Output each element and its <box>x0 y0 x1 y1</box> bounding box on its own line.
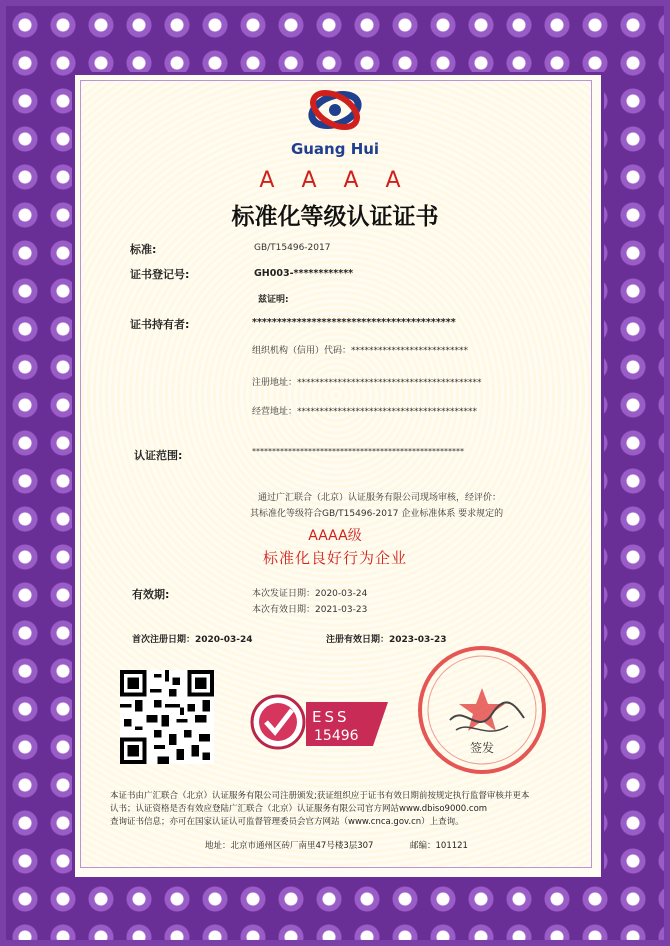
reg-address: 注册地址：***************************************** <box>252 378 482 388</box>
standard-value: GB/T15496-2017 <box>254 243 331 253</box>
reg-number-label: 证书登记号: <box>130 268 190 281</box>
scope-label: 认证范围: <box>134 449 183 462</box>
ess-label: ESS <box>312 708 350 726</box>
footer-line-3: 查询证书信息；亦可在国家认证认可监督管理委员会官方网站（www.cnca.gov.cn）上查询。 <box>110 817 464 827</box>
standard-label: 标准: <box>130 243 157 256</box>
footer-line-1: 本证书由广汇联合（北京）认证服务有限公司注册颁发;获证组织应于证书有效日期前按规定执行监督审核并更本 <box>110 791 530 801</box>
result-title: 标准化良好行为企业 <box>262 549 407 567</box>
expire-date: 本次有效日期：2021-03-23 <box>252 605 368 615</box>
qr-code-icon <box>120 670 214 764</box>
reg-valid-date: 注册有效日期：2023-03-23 <box>326 635 447 645</box>
brand-name: Guang Hui <box>290 140 380 158</box>
validity-label: 有效期: <box>132 588 170 601</box>
certification-seal-icon <box>412 640 552 780</box>
grade-mark: A A A A <box>259 168 411 193</box>
result-grade: AAAA级 <box>308 528 362 544</box>
issue-date: 本次发证日期：2020-03-24 <box>252 589 368 599</box>
footer-postcode: 邮编：101121 <box>410 841 468 851</box>
reg-number-value: GH003-************ <box>254 268 354 279</box>
ess-check-badge-icon <box>248 690 398 754</box>
guanghui-logo-icon <box>300 84 370 140</box>
footer-address: 地址：北京市通州区砖厂南里47号楼3层307 <box>205 841 374 851</box>
certify-label: 兹证明: <box>258 295 289 305</box>
holder-label: 证书持有者: <box>130 318 190 331</box>
statement-line-2: 其标准化等级符合GB/T15496-2017 企业标准体系 要求规定的 <box>250 509 504 519</box>
certificate-title: 标准化等级认证证书 <box>231 204 439 230</box>
org-code: 组织机构（信用）代码：************************** <box>252 346 469 356</box>
footer-line-2: 认书；认证资格是否有效应登陆广汇联合（北京）认证服务有限公司官方网站www.dbiso9000.com <box>110 804 488 814</box>
sign-label: 签发 <box>470 741 495 755</box>
statement-line-1: 通过广汇联合（北京）认证服务有限公司现场审核，经评价： <box>258 493 502 503</box>
first-reg-date: 首次注册日期：2020-03-24 <box>132 635 253 645</box>
scope-value: ***************************************************** <box>252 447 464 456</box>
ess-number: 15496 <box>314 728 359 744</box>
biz-address: 经营地址：**************************************** <box>252 407 478 417</box>
holder-value: ***************************************** <box>252 317 456 328</box>
